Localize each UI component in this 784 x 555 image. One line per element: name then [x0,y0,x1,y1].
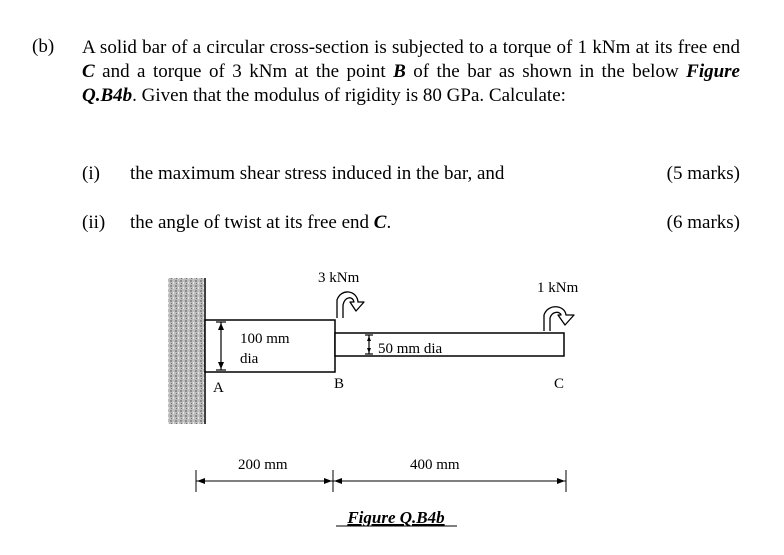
point-c-label: C [554,376,565,392]
point-a-label: A [213,380,224,396]
torque-b-label: 3 kNm [318,270,360,286]
dia-large-unit: dia [240,351,259,367]
length-bc-label: 400 mm [410,457,460,473]
part-ii-point-c: C [373,212,387,233]
intro-text-4: . Given that the modulus of rigidity is 80 GPa. Calculate: [132,85,566,107]
intro-text-3: of the bar as shown in the below [405,61,687,83]
part-ii-text-end: . [386,212,392,233]
figure-ref: Figure Q.B4b [82,61,740,107]
length-dimension [196,470,566,492]
point-c-ref: C [82,61,95,83]
torque-c-arrow [544,307,574,331]
intro-text-1: A solid bar of a circular cross-section is subjected to a torque of 1 kNm at its free end [82,37,740,58]
intro-text-2: and a torque of 3 kNm at the point [94,61,394,83]
figure-caption: Figure Q.B4b [347,508,445,527]
part-i-number: (i) [82,163,100,184]
part-ii-text-main: the angle of twist at its free end [130,212,374,233]
part-ii-marks: (6 marks) [666,212,740,233]
point-b-ref: B [393,61,406,83]
part-i-marks: (5 marks) [666,163,740,184]
dim-arrow-b-left [324,478,332,484]
dim-arrow-a [197,478,205,484]
part-i-text: the maximum shear stress induced in the bar, and [130,163,505,184]
dia-small-label: 50 mm dia [378,341,443,357]
length-ab-label: 200 mm [238,457,288,473]
dia-large-value: 100 mm [240,331,290,347]
question-label: (b) [32,36,55,57]
torque-c-label: 1 kNm [537,280,579,296]
part-ii-number: (ii) [82,212,106,233]
point-b-label: B [334,376,345,392]
dim-arrow-b-right [334,478,342,484]
fixed-wall [168,278,204,424]
dim-arrow-c [557,478,565,484]
torque-b-arrow [337,292,364,318]
